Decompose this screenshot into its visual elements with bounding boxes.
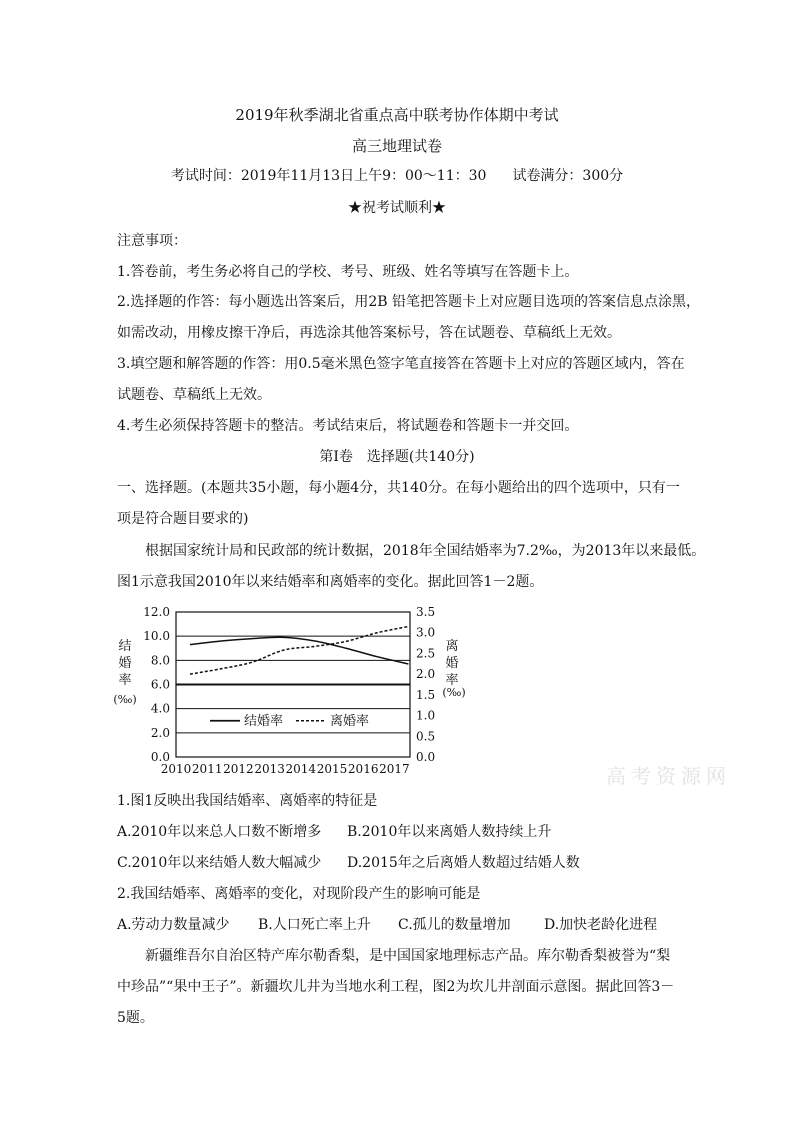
q1-option-a[interactable]: A.2010年以来总人口数不断增多: [117, 824, 322, 840]
x-tick-label: 2010: [160, 762, 192, 776]
q2-option-a[interactable]: A.劳动力数量减少: [117, 917, 230, 933]
section-instruction: 一、选择题。(本题共35小题，每小题4分，共140分。在每小题给出的四个选项中，只有一: [117, 480, 680, 496]
q2-option-c[interactable]: C.孤儿的数量增加: [398, 917, 511, 933]
blessing: ★祝考试顺利★: [348, 200, 446, 216]
q1-option-b[interactable]: B.2010年以来离婚人数持续上升: [347, 824, 552, 840]
note-line: 如需改动，用橡皮擦干净后，再选涂其他答案标号，答在试题卷、草稿纸上无效。: [117, 325, 621, 341]
passage-line: 新疆维吾尔自治区特产库尔勒香梨，是中国国家地理标志产品。库尔勒香梨被誉为“梨: [145, 948, 671, 964]
left-tick-label: 12.0: [143, 605, 170, 619]
passage-line: 5题。: [117, 1010, 154, 1026]
note-line: 1.答卷前，考生务必将自己的学校、考号、班级、姓名等填写在答题卡上。: [117, 264, 579, 280]
exam-score: 试卷满分：300分: [512, 168, 624, 184]
q2-option-d[interactable]: D.加快老龄化进程: [544, 917, 658, 933]
right-tick-label: 0.0: [416, 750, 436, 764]
passage-line: 图1示意我国2010年以来结婚率和离婚率的变化。据此回答1－2题。: [117, 574, 544, 590]
right-tick-label: 3.5: [416, 605, 436, 619]
note-line: 3.填空题和解答题的作答：用0.5毫米黑色签字笔直接答在答题卡上对应的答题区域内，答在: [117, 356, 685, 372]
left-tick-label: 8.0: [150, 653, 170, 668]
right-axis-unit: (‰): [442, 686, 466, 699]
right-axis-title-char: 率: [445, 673, 459, 688]
section-instruction: 项是符合题目要求的): [117, 511, 249, 527]
passage-line: 中珍品”“果中王子”。新疆坎儿井为当地水利工程，图2为坎儿井剖面示意图。据此回答3－: [117, 979, 675, 995]
exam-title: 2019年秋季湖北省重点高中联考协作体期中考试: [235, 106, 559, 124]
q1-option-d[interactable]: D.2015年之后离婚人数超过结婚人数: [347, 855, 580, 871]
passage-line: 根据国家统计局和民政部的统计数据，2018年全国结婚率为7.2‰，为2013年以来最低。: [145, 543, 706, 559]
q2-stem: 2.我国结婚率、离婚率的变化，对现阶段产生的影响可能是: [117, 886, 481, 902]
legend-marriage-label: 结婚率: [244, 713, 284, 729]
right-tick-label: 1.0: [416, 708, 436, 723]
x-tick-label: 2015: [316, 762, 348, 776]
exam-info: [0, 165, 794, 185]
note-line: 试题卷、草稿纸上无效。: [117, 387, 271, 403]
right-tick-label: 2.5: [416, 646, 436, 661]
right-tick-label: 2.0: [416, 667, 436, 682]
right-tick-label: 3.0: [416, 625, 436, 640]
q1-option-c[interactable]: C.2010年以来结婚人数大幅减少: [117, 855, 322, 871]
x-tick-label: 2017: [379, 762, 410, 776]
x-tick-label: 2011: [191, 762, 223, 776]
q1-stem: 1.图1反映出我国结婚率、离婚率的特征是: [117, 793, 378, 809]
section-title: 第Ⅰ卷 选择题(共140分): [319, 449, 475, 465]
x-tick-label: 2014: [285, 762, 317, 776]
watermark: 高考资源网: [606, 764, 731, 788]
divorce-rate-line: [190, 627, 408, 675]
legend-divorce-label: 离婚率: [330, 713, 370, 729]
marriage-divorce-chart: [110, 598, 490, 780]
x-tick-label: 2012: [223, 762, 254, 776]
right-axis-title-char: 婚: [445, 656, 459, 671]
note-line: 2.选择题的作答：每小题选出答案后，用2B 铅笔把答题卡上对应题目选项的答案信息点涂黑，: [117, 294, 701, 310]
notes-heading: 注意事项：: [117, 233, 187, 249]
left-axis-title-char: 婚: [118, 656, 132, 671]
left-tick-label: 0.0: [150, 750, 170, 764]
left-tick-label: 4.0: [150, 701, 170, 716]
right-tick-label: 0.5: [416, 729, 436, 744]
left-axis-unit: (‰): [113, 693, 137, 706]
x-tick-label: 2016: [347, 762, 379, 776]
note-line: 4.考生必须保持答题卡的整洁。考试结束后，将试题卷和答题卡一并交回。: [117, 418, 579, 434]
left-tick-label: 6.0: [150, 677, 170, 692]
left-tick-label: 2.0: [150, 725, 170, 740]
x-tick-label: 2013: [254, 762, 285, 776]
q2-option-b[interactable]: B.人口死亡率上升: [258, 917, 371, 933]
left-tick-label: 10.0: [143, 629, 170, 644]
exam-time: 考试时间：2019年11月13日上午9：00～11：30: [170, 168, 487, 184]
paper-subtitle: 高三地理试卷: [351, 137, 442, 155]
right-axis-title-char: 离: [445, 639, 459, 654]
right-tick-label: 1.5: [416, 687, 436, 702]
left-axis-title-char: 率: [118, 673, 132, 688]
left-axis-title-char: 结: [118, 639, 132, 654]
